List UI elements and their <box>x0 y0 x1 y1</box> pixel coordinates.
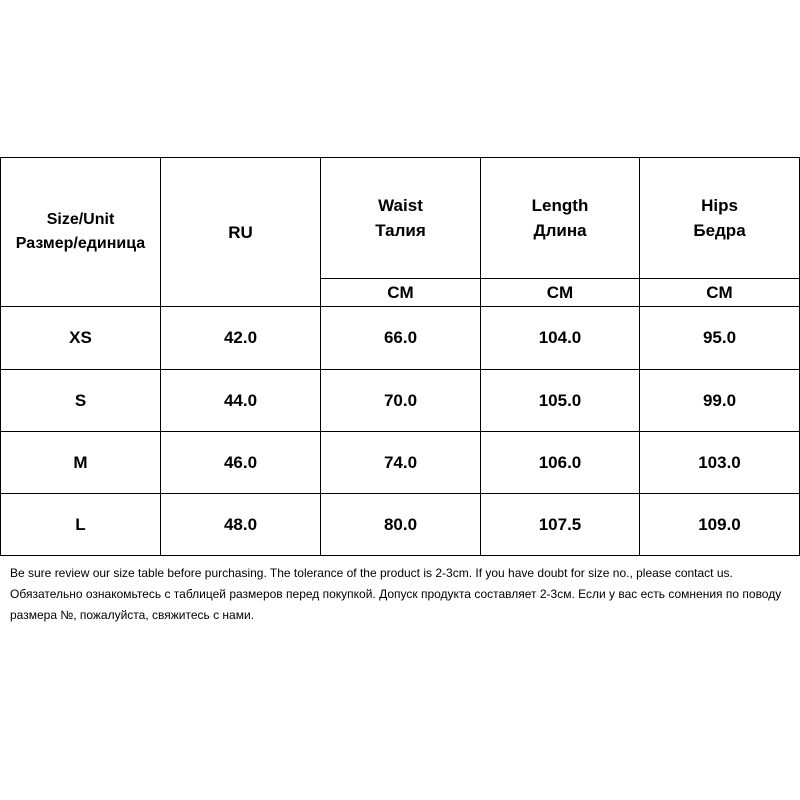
length-header <box>481 158 640 279</box>
ru-header: RU <box>161 158 321 307</box>
note-russian: Обязательно ознакомьтесь с таблицей размеров перед покупкой. Допуск продукта составляет 2-3см. Если у вас есть сомнения по поводу размера №, пожалуйста, свяжитесь с нами. <box>10 587 782 622</box>
hips-header-en: Hips <box>701 196 738 216</box>
ru-cell: 42.0 <box>161 307 321 369</box>
length-header-en: Length <box>531 196 589 216</box>
table-row <box>1 493 800 555</box>
waist-header-en: Waist <box>378 196 423 216</box>
size-cell: M <box>1 431 161 493</box>
size-cell: S <box>1 369 161 431</box>
length-cell: 105.0 <box>481 369 640 431</box>
size-cell: L <box>1 493 161 555</box>
length-cell: 107.5 <box>481 493 640 555</box>
size-unit-header-en: Size/Unit <box>46 211 115 229</box>
length-cell: 104.0 <box>481 307 640 369</box>
table-row <box>1 307 800 369</box>
hips-header-ru: Бедра <box>693 221 746 241</box>
length-cell: 106.0 <box>481 431 640 493</box>
size-table <box>0 157 800 556</box>
length-header-ru: Длина <box>533 221 587 241</box>
length-unit: CM <box>481 279 640 307</box>
waist-cell: 66.0 <box>321 307 481 369</box>
waist-cell: 80.0 <box>321 493 481 555</box>
size-notes <box>10 563 795 626</box>
size-unit-header-ru: Размер/единица <box>15 235 146 253</box>
size-cell: XS <box>1 307 161 369</box>
hips-cell: 95.0 <box>640 307 800 369</box>
waist-unit: CM <box>321 279 481 307</box>
hips-cell: 103.0 <box>640 431 800 493</box>
waist-header-ru: Талия <box>375 221 426 241</box>
hips-header <box>640 158 800 279</box>
ru-cell: 46.0 <box>161 431 321 493</box>
hips-cell: 109.0 <box>640 493 800 555</box>
waist-cell: 74.0 <box>321 431 481 493</box>
waist-cell: 70.0 <box>321 369 481 431</box>
size-unit-header <box>1 158 161 307</box>
note-english: Be sure review our size table before purchasing. The tolerance of the product is 2-3cm. If you have doubt for size no., please contact us. <box>10 566 733 580</box>
table-row <box>1 369 800 431</box>
hips-cell: 99.0 <box>640 369 800 431</box>
header-row <box>1 158 800 279</box>
ru-cell: 44.0 <box>161 369 321 431</box>
ru-cell: 48.0 <box>161 493 321 555</box>
hips-unit: CM <box>640 279 800 307</box>
table-row <box>1 431 800 493</box>
waist-header <box>321 158 481 279</box>
